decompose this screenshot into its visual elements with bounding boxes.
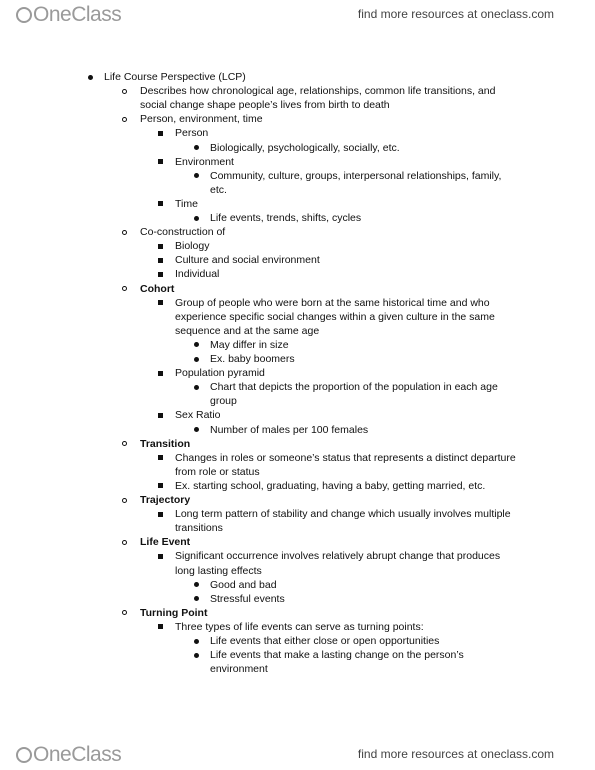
outline-line: sequence and at the same age [175, 324, 320, 337]
header-tagline-link[interactable]: find more resources at oneclass.com [357, 7, 554, 21]
outline-line: Trajectory [140, 494, 191, 506]
outline-line: Biology [175, 240, 210, 253]
outline-line: Stressful events [210, 592, 285, 605]
outline-line: environment [210, 663, 268, 676]
outline-line: Long term pattern of stability and change which usually involves multiple [175, 508, 511, 521]
outline-line: Life Course Perspective (LCP) [104, 71, 246, 83]
footer-tagline-link[interactable]: find more resources at oneclass.com [357, 747, 554, 761]
page-header [0, 0, 595, 28]
outline-line: Culture and social environment [175, 254, 320, 267]
outline-line: Life Event [140, 536, 191, 549]
outline-line: etc. [210, 183, 227, 196]
outline-line: Ex. baby boomers [210, 353, 295, 365]
logo-text: OneClass [33, 743, 122, 766]
logo-text: OneClass [33, 3, 122, 26]
outline-line: Cohort [140, 282, 175, 295]
outline-line: Person [175, 127, 209, 140]
oneclass-logo-footer[interactable] [16, 743, 121, 767]
outline-line: Describes how chronological age, relationships, common life transitions, and [140, 85, 496, 98]
outline-line: social change shape people’s lives from birth to death [140, 99, 390, 112]
outline-line: Environment [175, 155, 234, 168]
outline-line: transitions [175, 522, 223, 535]
outline-line: Three types of life events can serve as turning points: [175, 620, 424, 633]
outline-line: Chart that depicts the proportion of the population in each age [210, 381, 498, 394]
logo-circle-icon [16, 747, 32, 763]
outline-line: Life events that make a lasting change on the person’s [210, 649, 464, 662]
outline-line: Turning Point [140, 606, 208, 619]
outline-line: Life events that either close or open opportunities [210, 635, 440, 647]
outline-line: Co-construction of [140, 226, 226, 239]
outline-line: Community, culture, groups, interpersonal relationships, family, [210, 169, 502, 182]
logo-circle-icon [16, 7, 32, 23]
outline-line: Biologically, psychologically, socially, etc. [210, 141, 400, 154]
outline-line: Population pyramid [175, 367, 265, 380]
outline-line: long lasting effects [175, 564, 262, 577]
outline-line: Changes in roles or someone’s status that represents a distinct departure [175, 451, 516, 464]
page-footer [0, 740, 595, 768]
outline-line: Ex. starting school, graduating, having a baby, getting married, etc. [175, 479, 486, 492]
outline-line: Sex Ratio [175, 409, 221, 422]
outline-line: Individual [175, 268, 220, 281]
outline-line: Number of males per 100 females [210, 423, 369, 436]
outline-line: Time [175, 197, 198, 210]
outline-line: Good and bad [210, 578, 277, 591]
outline-line: May differ in size [210, 338, 289, 351]
outline-line: from role or status [175, 465, 260, 478]
outline-line: Transition [140, 437, 191, 450]
outline-line: experience specific social changes within a given culture in the same [175, 310, 495, 323]
outline-line: Significant occurrence involves relatively abrupt change that produces [175, 550, 501, 563]
outline-line: Group of people who were born at the same historical time and who [175, 296, 490, 309]
oneclass-logo[interactable] [16, 3, 121, 27]
outline-line: Person, environment, time [140, 113, 263, 126]
outline-line: Life events, trends, shifts, cycles [210, 212, 362, 224]
outline-line: group [210, 395, 237, 408]
